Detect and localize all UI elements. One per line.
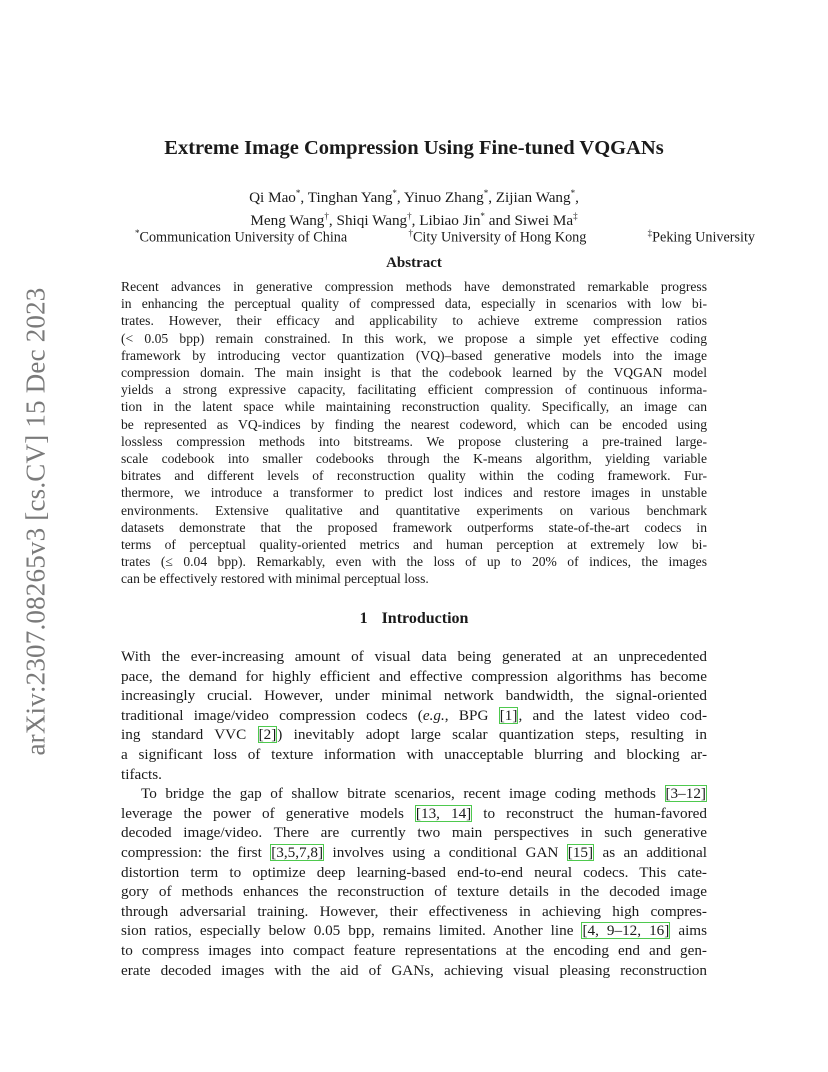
abstract-line: (< 0.05 bpp) remain constrained. In this work, we propose a simple yet effective coding bbox=[121, 330, 707, 346]
citation-link[interactable]: [13, 14] bbox=[415, 804, 472, 822]
abstract-line: can be effectively restored with minimal perceptual loss. bbox=[121, 571, 429, 587]
intro-text-run: , BPG bbox=[444, 706, 499, 724]
abstract-line: thermore, we introduce a transformer to predict lost indices and restore images in unstable bbox=[121, 485, 707, 501]
intro-text-run: To bridge the gap of shallow bitrate scenarios, recent image coding methods bbox=[141, 785, 665, 803]
intro-line bbox=[121, 706, 707, 726]
intro-text-run: compression: the first bbox=[121, 843, 271, 861]
citation-link[interactable]: [1] bbox=[499, 706, 518, 724]
arxiv-identifier: arXiv:2307.08265v3 [cs.CV] 15 Dec 2023 bbox=[20, 287, 51, 756]
intro-line: With the ever-increasing amount of visual data being generated at an unprecedented bbox=[121, 648, 707, 665]
abstract-body bbox=[121, 278, 707, 588]
intro-line: through adversarial training. However, their effectiveness in achieving high compres- bbox=[121, 902, 707, 920]
author-line-2: Meng Wang†, Shiqi Wang†, Libiao Jin* and Siwei Ma‡ bbox=[250, 211, 578, 230]
intro-line: tifacts. bbox=[121, 765, 162, 783]
paper-title: Extreme Image Compression Using Fine-tuned VQGANs bbox=[164, 137, 664, 159]
abstract-line: scale codebook into smaller codebooks through the K-means algorithm, yielding variable bbox=[121, 451, 707, 467]
abstract-line: terms of perceptual quality-oriented metrics and human perception at extremely low bi- bbox=[121, 537, 707, 553]
intro-text-run: as an additional bbox=[594, 843, 707, 861]
section-heading-introduction bbox=[121, 610, 707, 628]
intro-text-run: aims bbox=[670, 922, 708, 940]
citation-link[interactable]: [4, 9–12, 16] bbox=[582, 922, 670, 940]
intro-text-run: leverage the power of generative models bbox=[121, 804, 415, 822]
abstract-line: yields a strong expressive capacity, facilitating efficient compression of continuous informa- bbox=[121, 382, 707, 398]
section-number: 1 bbox=[359, 610, 368, 627]
abstract-heading: Abstract bbox=[386, 255, 442, 271]
abstract-line: trates (≤ 0.04 bpp). Remarkably, even with the loss of up to 20% of indices, the images bbox=[121, 554, 707, 570]
intro-line bbox=[121, 804, 707, 824]
abstract-line: in enhancing the perceptual quality of compressed data, especially in scenarios with low bi- bbox=[121, 296, 707, 312]
affiliation-pku: ‡Peking University bbox=[647, 228, 755, 246]
intro-text-run: e.g. bbox=[422, 706, 445, 724]
intro-line: decoded image/video. There are currently two main perspectives in such generative bbox=[121, 824, 707, 842]
introduction-body bbox=[121, 647, 707, 980]
author-list bbox=[121, 184, 707, 230]
abstract-line: lossless compression methods into bitstreams. We propose clustering a pre-trained large- bbox=[121, 433, 707, 449]
intro-line: increasingly crucial. However, under minimal network bandwidth, the signal-oriented bbox=[121, 687, 707, 705]
affiliations bbox=[135, 228, 755, 247]
intro-text-run: sion ratios, especially below 0.05 bpp, remains limited. Another line bbox=[121, 922, 582, 940]
intro-line bbox=[121, 725, 707, 745]
intro-text-run: to reconstruct the human-favored bbox=[472, 804, 707, 822]
abstract-line: datasets demonstrate that the proposed framework outperforms state-of-the-art codecs in bbox=[121, 519, 707, 535]
intro-line bbox=[121, 921, 707, 941]
section-title: Introduction bbox=[381, 610, 469, 627]
intro-line: a significant loss of texture information with unacceptable blurring and blocking ar- bbox=[121, 745, 707, 763]
arxiv-side-stamp bbox=[12, 283, 60, 760]
intro-text-run: ) inevitably adopt large scalar quantization steps, resulting in bbox=[277, 726, 707, 744]
abstract-line: compression domain. The main insight is that the codebook learned by the VQGAN model bbox=[121, 365, 707, 381]
affiliation-cuc: *Communication University of China bbox=[135, 228, 348, 246]
intro-text-run: involves using a conditional GAN bbox=[324, 843, 567, 861]
abstract-line: tion in the latent space while maintaining reconstruction quality. Specifically, an image can bbox=[121, 399, 707, 415]
author-line-1: Qi Mao*, Tinghan Yang*, Yinuo Zhang*, Zijian Wang*, bbox=[249, 188, 579, 207]
affiliation-cityu: †City University of Hong Kong bbox=[408, 228, 587, 246]
intro-line bbox=[121, 843, 707, 863]
abstract-line: Recent advances in generative compression methods have demonstrated remarkable progress bbox=[121, 279, 707, 294]
citation-link[interactable]: [3,5,7,8] bbox=[271, 843, 324, 861]
intro-text-run: , and the latest video cod- bbox=[518, 706, 708, 724]
intro-line: distortion term to optimize deep learning-based end-to-end neural codecs. This cate- bbox=[121, 863, 707, 881]
abstract-line: framework by introducing vector quantization (VQ)–based generative models into the image bbox=[121, 347, 707, 363]
abstract-line: trates. However, their efficacy and applicability to achieve extreme compression ratios bbox=[121, 313, 707, 329]
intro-line: pace, the demand for highly efficient and effective compression algorithms has become bbox=[121, 667, 707, 685]
citation-link[interactable]: [2] bbox=[258, 726, 277, 744]
abstract-line: be represented as VQ-indices by finding the nearest codeword, which can be encoded using bbox=[121, 416, 707, 432]
citation-link[interactable]: [3–12] bbox=[665, 785, 706, 803]
abstract-line: bitrates and different levels of reconstruction quality within the coding framework. Fur- bbox=[121, 468, 707, 484]
citation-link[interactable]: [15] bbox=[567, 843, 594, 861]
intro-line bbox=[121, 784, 707, 804]
intro-line: erate decoded images with the aid of GANs, achieving visual pleasing reconstruction bbox=[121, 961, 707, 979]
intro-text-run: ing standard VVC bbox=[121, 726, 258, 744]
abstract-line: environments. Extensive qualitative and quantitative experiments on various benchmark bbox=[121, 502, 707, 518]
intro-line: gory of methods enhances the reconstruction of texture details in the decoded image bbox=[121, 883, 707, 901]
intro-text-run: traditional image/video compression codecs ( bbox=[121, 706, 423, 724]
intro-line: to compress images into compact feature representations at the encoding end and gen- bbox=[121, 941, 707, 959]
